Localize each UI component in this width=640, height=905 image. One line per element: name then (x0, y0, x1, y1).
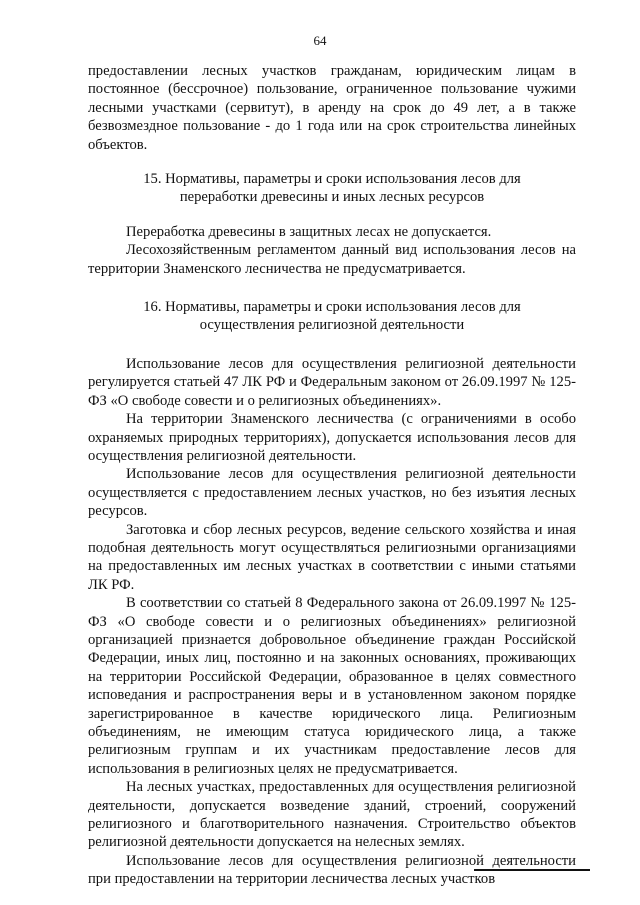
paragraph: На лесных участках, предоставленных для осуществления религиозной деятельности, допускается возведение зданий, строений, сооружений религиозного и благотворительного назначения. Строительство объектов религиозной деятельности допускается на нелесных землях. (88, 779, 576, 851)
paragraph: Использование лесов для осуществления религиозной деятельности осуществляется с предоставлением лесных участков, но без изъятия лесных ресурсов. (88, 466, 576, 520)
paragraph: Переработка древесины в защитных лесах не допускается. (126, 223, 492, 240)
paragraph: Использование лесов для осуществления религиозной деятельности регулируется статьей 47 ЛК РФ и Федеральным законом от 26.09.1997 № 125-ФЗ «О свободе совести и о религиозных объединениях». (88, 355, 576, 409)
footer-rule (474, 869, 590, 871)
section-heading-16: 16. Нормативы, параметры и сроки использования лесов для осуществления религиозной деятельности (143, 299, 521, 334)
spacer (88, 278, 576, 298)
spacer (88, 154, 576, 170)
document-body (88, 62, 576, 889)
paragraph: На территории Знаменского лесничества (с ограничениями в особо охраняемых природных территориях), допускается использования лесов для осуществления религиозной деятельности. (88, 411, 576, 464)
paragraph: Использование лесов для осуществления религиозной деятельности при предоставлении на территории лесничества лесных участков (88, 852, 576, 888)
page-number: 64 (313, 33, 327, 48)
paragraph: В соответствии со статьей 8 Федерального закона от 26.09.1997 № 125-ФЗ «О свободе совести и о религиозных объединениях» религиозной организацией признается добровольное объединение граждан Российской Федерации, иных лиц, постоянно и на законных основаниях, проживающих на территории Российской Федерации, образованное в целях совместного исповедания и распространения веры и в установленном законом порядке зарегистрированное в качестве юридического лица. Религиозным объединениям, не имеющим статуса юридического лица, а также религиозным группам и их участникам предоставление лесов для использования в религиозных целях не предусматривается. (88, 595, 576, 777)
paragraph: Лесохозяйственным регламентом данный вид использования лесов на территории Знаменского лесничества не предусматривается. (88, 242, 576, 277)
section-heading-15: 15. Нормативы, параметры и сроки использования лесов для переработки древесины и иных лесных ресурсов (143, 171, 521, 206)
spacer (88, 335, 576, 355)
paragraph-continuation: предоставлении лесных участков гражданам, юридическим лицам в постоянное (бессрочное) пользование, ограниченное пользование чужими лесными участками (сервитут), в аренду на срок до 49 лет, а в также безвозмездное пользование - до 1 года или на срок строительства линейных объектов. (88, 63, 576, 153)
paragraph: Заготовка и сбор лесных ресурсов, ведение сельского хозяйства и иная подобная деятельность могут осуществляться религиозными организациями на предоставленных им лесных участках в соответствии с иными статьями ЛК РФ. (88, 521, 576, 593)
spacer (88, 207, 576, 223)
